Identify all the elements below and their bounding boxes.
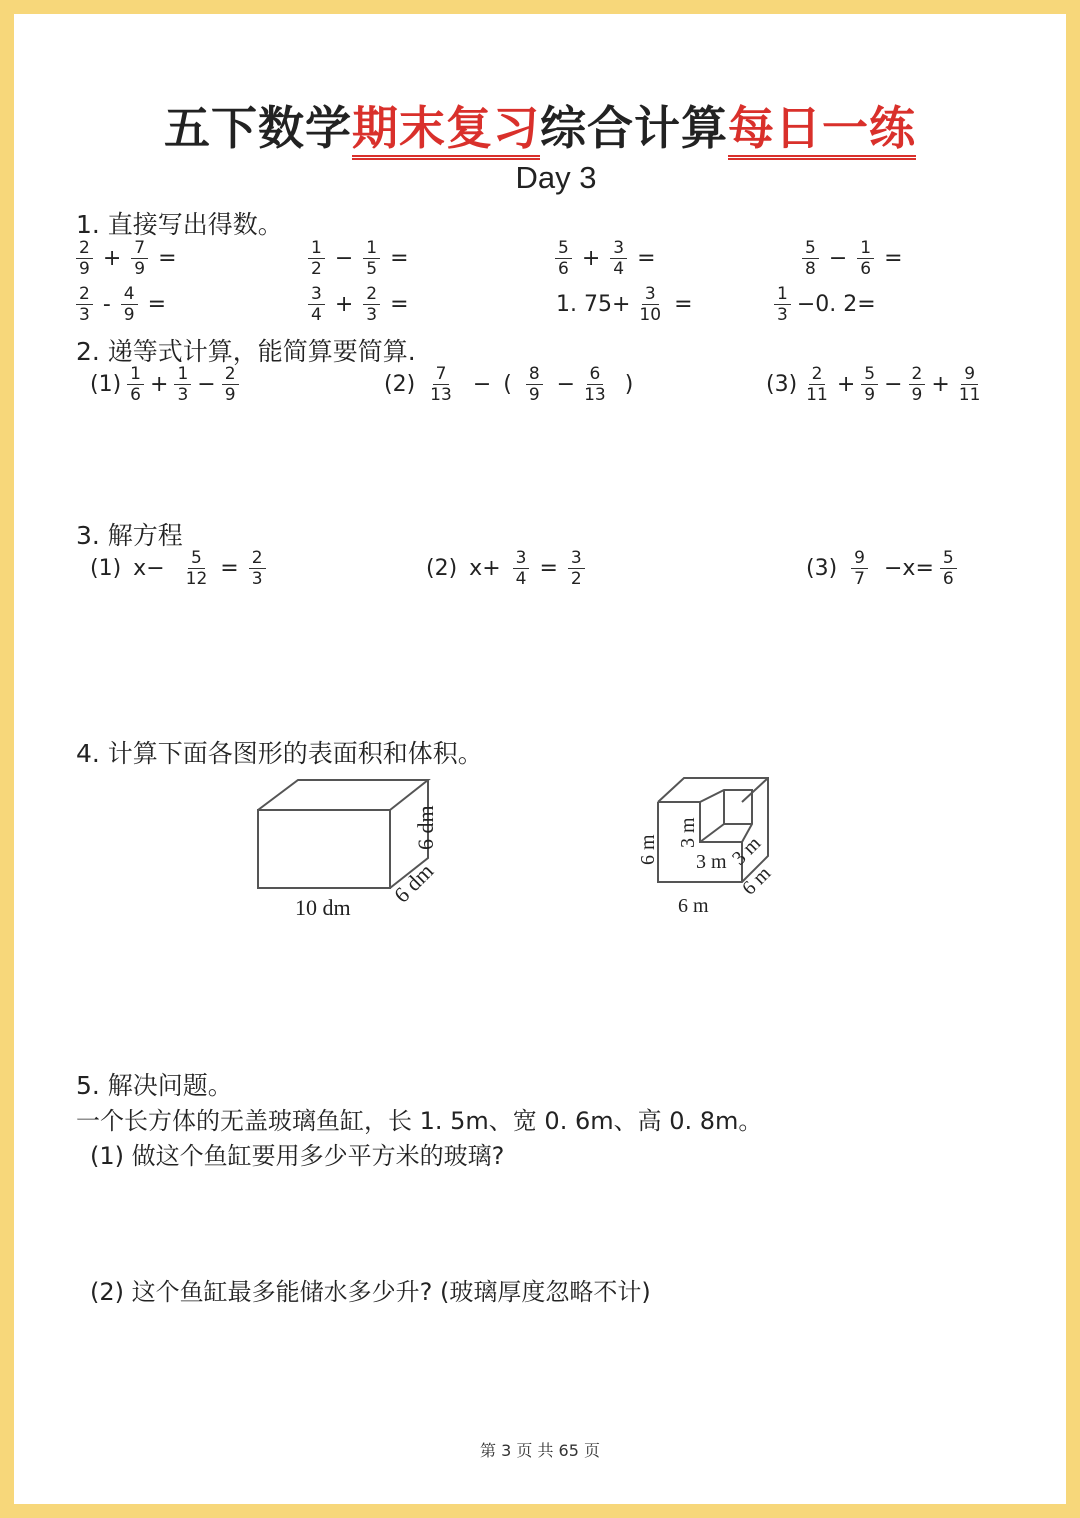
math-symbol: +	[836, 372, 856, 397]
math-symbol: −	[197, 372, 216, 397]
math-symbol: =	[390, 292, 409, 317]
problem-2-1	[90, 364, 245, 405]
fraction	[174, 364, 191, 405]
math-symbol: =	[147, 292, 167, 317]
fraction	[581, 364, 609, 405]
math-symbol: -	[102, 292, 111, 317]
notched-depth-label: 6 m	[737, 862, 776, 900]
fraction	[636, 284, 664, 325]
section-5-heading: 5. 解决问题。	[76, 1071, 233, 1100]
fraction	[774, 284, 791, 325]
fraction	[427, 364, 455, 405]
fraction-denominator: 3	[777, 305, 788, 325]
title-part-3: 综合计算	[540, 101, 728, 155]
fraction-denominator: 9	[224, 385, 236, 405]
section-4-heading: 4. 计算下面各图形的表面积和体积。	[76, 739, 483, 768]
fraction	[127, 364, 144, 405]
math-symbol: (1)	[90, 556, 122, 581]
section-2-heading: 2. 递等式计算，能简算要简算.	[76, 337, 416, 366]
fraction	[131, 238, 148, 279]
math-symbol: (3)	[766, 372, 798, 397]
fraction-numerator: 2	[249, 548, 266, 569]
problem-1f	[302, 284, 413, 325]
fraction-denominator: 7	[854, 569, 865, 589]
fraction-numerator: 2	[909, 364, 926, 385]
page-title	[0, 92, 1080, 158]
fraction-numerator: 3	[513, 548, 530, 569]
fraction-denominator: 12	[185, 569, 208, 589]
day-label: Day 3	[515, 160, 597, 195]
fraction	[802, 238, 819, 279]
fraction-numerator: 6	[587, 364, 604, 385]
fraction	[121, 284, 138, 325]
fraction	[308, 238, 325, 279]
cuboid-figure	[240, 770, 480, 930]
fraction-numerator: 7	[131, 238, 148, 259]
fraction-denominator: 4	[613, 259, 625, 279]
math-symbol: x+	[469, 556, 501, 581]
fraction	[513, 548, 530, 589]
math-symbol: +	[581, 246, 601, 271]
math-symbol: (1)	[90, 372, 122, 397]
math-symbol: (3)	[806, 556, 838, 581]
fraction-numerator: 2	[363, 284, 380, 305]
fraction-numerator: 5	[940, 548, 957, 569]
fraction-denominator: 9	[134, 259, 146, 279]
problem-1c	[549, 238, 660, 279]
problem-1a	[70, 238, 181, 279]
fraction	[851, 548, 868, 589]
math-symbol: −	[884, 372, 903, 397]
fraction-denominator: 6	[130, 385, 141, 405]
problem-1d	[796, 238, 907, 279]
cuboid-height-label: 6 dm	[413, 805, 438, 850]
cuboid-length-label: 10 dm	[295, 895, 351, 920]
math-symbol: =	[390, 246, 409, 271]
math-symbol: =	[674, 292, 693, 317]
notched-length-label: 6 m	[678, 895, 709, 917]
fraction	[909, 364, 926, 405]
notched-height-label: 6 m	[637, 834, 659, 865]
fraction-denominator: 11	[958, 385, 981, 405]
fraction	[861, 364, 878, 405]
section-1-heading: 1. 直接写出得数。	[76, 210, 283, 239]
cuboid-top-face	[258, 780, 428, 810]
fraction-numerator: 5	[861, 364, 878, 385]
fraction-numerator: 4	[121, 284, 138, 305]
fraction-numerator: 1	[857, 238, 874, 259]
fraction-numerator: 9	[961, 364, 978, 385]
fraction	[363, 238, 380, 279]
notch-depth-label: 3 m	[727, 832, 766, 870]
math-symbol: (	[503, 372, 512, 397]
math-symbol: =	[158, 246, 177, 271]
fraction-numerator: 3	[642, 284, 659, 305]
fraction-numerator: 7	[433, 364, 450, 385]
equation-3-2	[426, 548, 591, 589]
fraction	[76, 238, 93, 279]
math-symbol: −x=	[884, 556, 934, 581]
fraction-numerator: 5	[555, 238, 572, 259]
problem-5-question-1: (1) 做这个鱼缸要用多少平方米的玻璃?	[90, 1142, 505, 1170]
problem-1e	[70, 284, 170, 325]
notch-width-label: 3 m	[696, 851, 727, 873]
math-symbol: =	[637, 246, 656, 271]
fraction-denominator: 13	[584, 385, 606, 405]
fraction-numerator: 5	[188, 548, 205, 569]
fraction-denominator: 3	[79, 305, 90, 325]
fraction-denominator: 11	[806, 385, 828, 405]
fraction-denominator: 13	[430, 385, 452, 405]
fraction-denominator: 6	[942, 569, 954, 589]
fraction-numerator: 1	[363, 238, 380, 259]
fraction-numerator: 2	[76, 238, 93, 259]
fraction-denominator: 3	[366, 305, 378, 325]
title-part-4: 每日一练	[728, 101, 916, 160]
title-part-1: 五下数学	[164, 101, 352, 155]
math-symbol: +	[334, 292, 354, 317]
fraction-denominator: 6	[860, 259, 872, 279]
math-symbol: +	[102, 246, 122, 271]
fraction	[249, 548, 266, 589]
problem-5-question-2: (2) 这个鱼缸最多能储水多少升? (玻璃厚度忽略不计)	[90, 1278, 651, 1306]
cuboid-width-label: 6 dm	[388, 858, 439, 908]
fraction-denominator: 9	[528, 385, 540, 405]
fraction-denominator: 9	[123, 305, 135, 325]
fraction	[363, 284, 380, 325]
fraction	[940, 548, 957, 589]
fraction-numerator: 3	[568, 548, 585, 569]
notched-cuboid-figure	[626, 770, 806, 930]
fraction-numerator: 1	[174, 364, 191, 385]
math-symbol: +	[931, 372, 950, 397]
notch-inner-edges	[700, 790, 752, 842]
fraction-denominator: 2	[311, 259, 322, 279]
cuboid-front-face	[258, 810, 390, 888]
fraction-denominator: 10	[639, 305, 662, 325]
fraction-numerator: 3	[308, 284, 325, 305]
fraction	[857, 238, 874, 279]
math-symbol: −0. 2=	[796, 292, 876, 317]
fraction-numerator: 1	[127, 364, 144, 385]
fraction-denominator: 9	[79, 259, 90, 279]
section-3-heading: 3. 解方程	[76, 521, 183, 550]
fraction-denominator: 4	[311, 305, 322, 325]
fraction-denominator: 3	[177, 385, 189, 405]
fraction-denominator: 6	[558, 259, 569, 279]
fraction-denominator: 4	[515, 569, 527, 589]
fraction-denominator: 8	[805, 259, 816, 279]
fraction	[76, 284, 93, 325]
math-symbol: (2)	[384, 372, 416, 397]
fraction	[956, 364, 984, 405]
page-footer: 第 3 页 共 65 页	[480, 1441, 600, 1460]
math-symbol: −	[472, 372, 492, 397]
fraction-numerator: 5	[802, 238, 819, 259]
equation-3-1	[90, 548, 272, 589]
math-symbol: −	[556, 372, 576, 397]
problem-2-3	[766, 364, 989, 405]
fraction-numerator: 9	[851, 548, 868, 569]
problem-1g	[556, 284, 697, 325]
notch-height-label: 3 m	[677, 817, 699, 848]
math-symbol: =	[539, 556, 558, 581]
math-symbol: −	[828, 246, 848, 271]
math-symbol: =	[220, 556, 239, 581]
math-symbol: =	[884, 246, 903, 271]
math-symbol: )	[624, 372, 634, 397]
title-part-2: 期末复习	[352, 101, 540, 160]
notch-inner-diagonal	[700, 824, 724, 842]
fraction-numerator: 2	[809, 364, 826, 385]
problem-1h	[768, 284, 876, 325]
fraction-numerator: 2	[76, 284, 93, 305]
fraction	[610, 238, 627, 279]
fraction	[555, 238, 572, 279]
fraction-denominator: 9	[864, 385, 876, 405]
fraction	[803, 364, 831, 405]
fraction	[222, 364, 239, 405]
math-symbol: 1. 75+	[556, 292, 631, 317]
equation-3-3	[806, 548, 963, 589]
fraction-denominator: 2	[570, 569, 582, 589]
math-symbol: x−	[133, 556, 165, 581]
math-symbol: −	[334, 246, 354, 271]
fraction-denominator: 5	[366, 259, 378, 279]
fraction-denominator: 3	[251, 569, 263, 589]
fraction	[568, 548, 585, 589]
fraction-numerator: 3	[610, 238, 627, 259]
fraction-numerator: 2	[222, 364, 239, 385]
problem-5-statement: 一个长方体的无盖玻璃鱼缸，长 1. 5m、宽 0. 6m、高 0. 8m。	[76, 1107, 763, 1135]
fraction-numerator: 1	[308, 238, 325, 259]
fraction-denominator: 9	[911, 385, 923, 405]
problem-2-2	[384, 364, 633, 405]
fraction	[308, 284, 325, 325]
math-symbol: +	[150, 372, 169, 397]
fraction-numerator: 1	[774, 284, 791, 305]
fraction	[526, 364, 543, 405]
math-symbol: (2)	[426, 556, 458, 581]
problem-1b	[302, 238, 413, 279]
fraction-numerator: 8	[526, 364, 543, 385]
fraction	[183, 548, 211, 589]
